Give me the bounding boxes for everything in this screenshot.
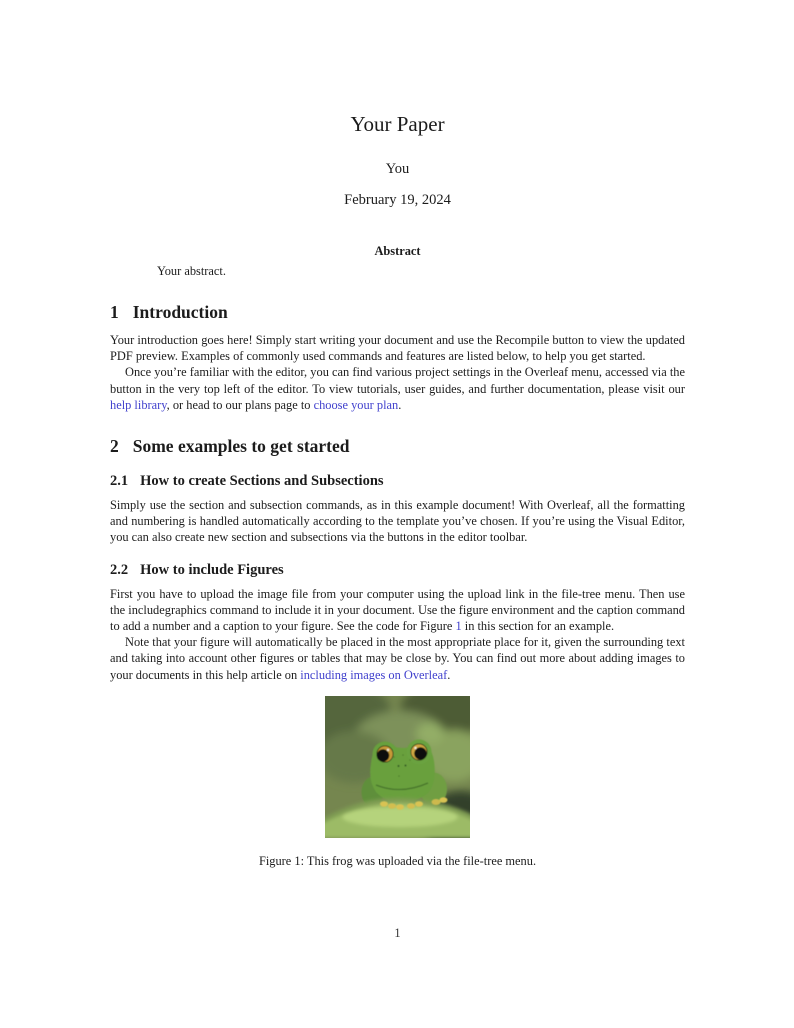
subsection-2-2-number: 2.2 <box>110 561 129 578</box>
subsection-2-1-title: How to create Sections and Subsections <box>140 473 384 490</box>
subsection-2-2-paragraph-1: First you have to upload the image file from your computer using the upload link in the file-tree menu. Then use the includegraphics command to include it in your document. Use the figure environment and the caption command to add a number and a caption to your figure. See the code for Figure 1 in this section for an example. <box>110 586 685 634</box>
paper-date: February 19, 2024 <box>344 192 451 208</box>
section-1-title: Introduction <box>132 302 228 322</box>
text-link[interactable]: including images on Overleaf <box>300 667 448 682</box>
section-1-number: 1 <box>110 302 119 322</box>
section-2-heading <box>110 435 685 457</box>
page-number: 1 <box>394 925 401 940</box>
figure-1 <box>110 696 685 869</box>
subsection-2-1-paragraph-1: Simply use the section and subsection commands, as in this example document! With Overleaf, all the formatting and numbering is handled automatically according to the template you’ve chosen. If you’re using the Visual Editor, you can also create new section and subsections via the buttons in the editor toolbar. <box>110 498 685 545</box>
paper-author: You <box>385 161 410 177</box>
figure-caption: Figure 1: This frog was uploaded via the file-tree menu. <box>258 853 537 868</box>
section-2-title: Some examples to get started <box>132 436 350 457</box>
section-1-heading <box>110 301 685 323</box>
abstract-heading: Abstract <box>374 244 421 258</box>
subsection-2-2-title: How to include Figures <box>140 561 284 578</box>
subsection-2-2-heading <box>110 561 685 579</box>
text-link[interactable]: 1 <box>455 619 462 634</box>
paper-title: Your Paper <box>350 112 445 136</box>
text-link[interactable]: help library <box>110 397 167 412</box>
frog-photo <box>325 696 470 838</box>
section-2-number: 2 <box>110 436 119 457</box>
subsection-2-1-number: 2.1 <box>110 473 129 490</box>
subsection-2-2-paragraph-2: Note that your figure will automatically be placed in the most appropriate place for it, given the surrounding text and taking into account other figures or tables that may be close by. You can find out more about adding images to your documents in this help article on including images on Overleaf. <box>110 635 685 682</box>
abstract-text: Your abstract. <box>157 264 226 278</box>
section-1-paragraph-2: Once you’re familiar with the editor, you can find various project settings in the Overleaf menu, accessed via the button in the very top left of the editor. To view tutorials, user guides, and further documentation, please visit our help library, or head to our plans page to choose your plan. <box>110 365 685 412</box>
section-1-paragraph-1: Your introduction goes here! Simply start writing your document and use the Recompile button to view the updated PDF preview. Examples of commonly used commands and features are listed below, to help you get started. <box>110 333 685 364</box>
text-link[interactable]: choose your plan <box>313 397 399 412</box>
subsection-2-1-heading <box>110 472 685 490</box>
